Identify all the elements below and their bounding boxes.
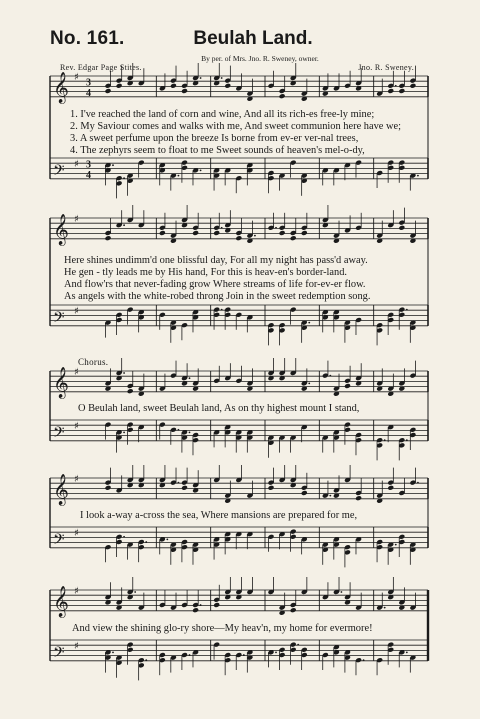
note-head: [387, 485, 394, 491]
verse-1-line-b: Here shines undimm'd one blissful day, For all my night has pass'd away.: [64, 255, 368, 266]
note-head: [170, 83, 177, 89]
note-head: [398, 225, 405, 231]
dot: [178, 175, 180, 177]
note-head: [279, 93, 286, 99]
time-signature-bottom: 4: [86, 87, 91, 99]
dot: [221, 227, 223, 229]
note-head: [127, 388, 134, 394]
treble-clef-icon: 𝄞: [53, 366, 69, 398]
note-head: [192, 230, 199, 236]
key-signature-sharp: ♯: [74, 586, 79, 597]
dot: [308, 383, 310, 385]
note-head: [268, 485, 275, 491]
hymn-number: No. 161.: [50, 28, 125, 49]
dot: [406, 439, 408, 441]
time-signature-bottom: 4: [86, 169, 91, 181]
dot: [123, 177, 125, 179]
chorus-line-1: O Beulah land, sweet Beulah land, As on thy highest mount I stand,: [78, 403, 360, 414]
note-head: [409, 83, 416, 89]
dot: [123, 372, 125, 374]
dot: [254, 235, 256, 237]
note-head: [181, 485, 188, 491]
chorus-line-3: And view the shining glo-ry shore—My heav'n, my home for evermore!: [72, 623, 373, 634]
treble-clef-icon: 𝄞: [53, 71, 69, 103]
verse-4-line-b: As angels with the white-robed throng Join in the sweet redemption song.: [64, 291, 371, 302]
lyricist-credit: Rev. Edgar Page Stites.: [60, 63, 142, 72]
dot: [417, 482, 419, 484]
dot: [395, 544, 397, 546]
dot: [200, 77, 202, 79]
time-signature-top: 3: [86, 159, 91, 171]
key-signature-sharp: ♯: [74, 367, 79, 378]
dot: [417, 175, 419, 177]
dot: [189, 432, 191, 434]
dot: [329, 375, 331, 377]
dot: [200, 604, 202, 606]
dot: [384, 439, 386, 441]
verse-3-line-b: And flow'rs that never-fading grow Where streams of life for-ev-er flow.: [64, 279, 366, 290]
permission-note: By per. of Mrs. Jno. R. Sweney, owner.: [201, 54, 319, 63]
dot: [134, 591, 136, 593]
dot: [221, 309, 223, 311]
note-head: [355, 495, 362, 501]
bass-clef-icon: 𝄢: [53, 308, 65, 330]
dot: [145, 541, 147, 543]
verse-1-line-a: 1. I've reached the land of corn and wine, And all its rich-es free-ly mine;: [70, 109, 375, 120]
dot: [112, 164, 114, 166]
bass-clef-icon: 𝄢: [53, 643, 65, 665]
dot: [395, 85, 397, 87]
note-head: [105, 88, 112, 94]
dot: [189, 654, 191, 656]
note-head: [192, 607, 199, 613]
note-head: [301, 490, 308, 496]
dot: [112, 652, 114, 654]
verse-2-line-b: He gen - tly leads me by His hand, For this is heav-en's border-land.: [64, 267, 348, 278]
dot: [406, 652, 408, 654]
note-head: [279, 230, 286, 236]
time-signature-top: 3: [86, 77, 91, 89]
dot: [297, 644, 299, 646]
dot: [243, 654, 245, 656]
dot: [189, 377, 191, 379]
key-signature-sharp: ♯: [74, 306, 79, 318]
verse-3-line-a: 3. A sweet perfume upon the breeze Is borne from ev-er ver-nal trees,: [70, 133, 359, 144]
note-head: [213, 230, 220, 236]
dot: [221, 77, 223, 79]
dot: [341, 591, 343, 593]
key-signature-sharp: ♯: [74, 72, 79, 83]
dot: [178, 482, 180, 484]
dot: [123, 224, 125, 226]
hymn-title: Beulah Land.: [193, 28, 313, 49]
bass-clef-icon: 𝄢: [53, 423, 65, 445]
dot: [275, 227, 277, 229]
note-head: [116, 83, 123, 89]
composer-credit: Jno. R. Sweney.: [358, 63, 414, 72]
dot: [384, 607, 386, 609]
note-head: [398, 88, 405, 94]
dot: [308, 322, 310, 324]
note-head: [301, 230, 308, 236]
key-signature-sharp: ♯: [74, 528, 79, 540]
note-head: [224, 83, 231, 89]
dot: [363, 659, 365, 661]
bass-clef-icon: 𝄢: [53, 530, 65, 552]
treble-clef-icon: 𝄞: [53, 473, 69, 505]
dot: [275, 652, 277, 654]
note-head: [235, 235, 242, 241]
key-signature-sharp: ♯: [74, 421, 79, 433]
dot: [200, 170, 202, 172]
note-head: [213, 602, 220, 608]
chorus-line-2: I look a-way a-cross the sea, Where mansions are prepared for me,: [80, 510, 358, 521]
verse-2-line-a: 2. My Saviour comes and walks with me, And sweet communion here have we;: [70, 121, 401, 132]
dot: [329, 495, 331, 497]
key-signature-sharp: ♯: [74, 214, 79, 225]
dot: [178, 429, 180, 431]
bass-clef-icon: 𝄢: [53, 161, 65, 183]
treble-clef-icon: 𝄞: [53, 585, 69, 617]
dot: [145, 659, 147, 661]
key-signature-sharp: ♯: [74, 641, 79, 653]
note-head: [387, 88, 394, 94]
note-head: [105, 235, 112, 241]
key-signature-sharp: ♯: [74, 159, 79, 171]
dot: [166, 539, 168, 541]
dot: [123, 432, 125, 434]
key-signature-sharp: ♯: [74, 474, 79, 485]
note-head: [105, 485, 112, 491]
note-head: [181, 88, 188, 94]
treble-clef-icon: 𝄞: [53, 213, 69, 245]
note-head: [290, 235, 297, 241]
chorus-label: Chorus.: [78, 357, 109, 367]
note-head: [290, 607, 297, 613]
verse-4-line-a: 4. The zephyrs seem to float to me Sweet sounds of heaven's mel-o-dy,: [70, 145, 365, 156]
dot: [406, 309, 408, 311]
dot: [123, 536, 125, 538]
note-head: [159, 230, 166, 236]
note-head: [344, 383, 351, 389]
